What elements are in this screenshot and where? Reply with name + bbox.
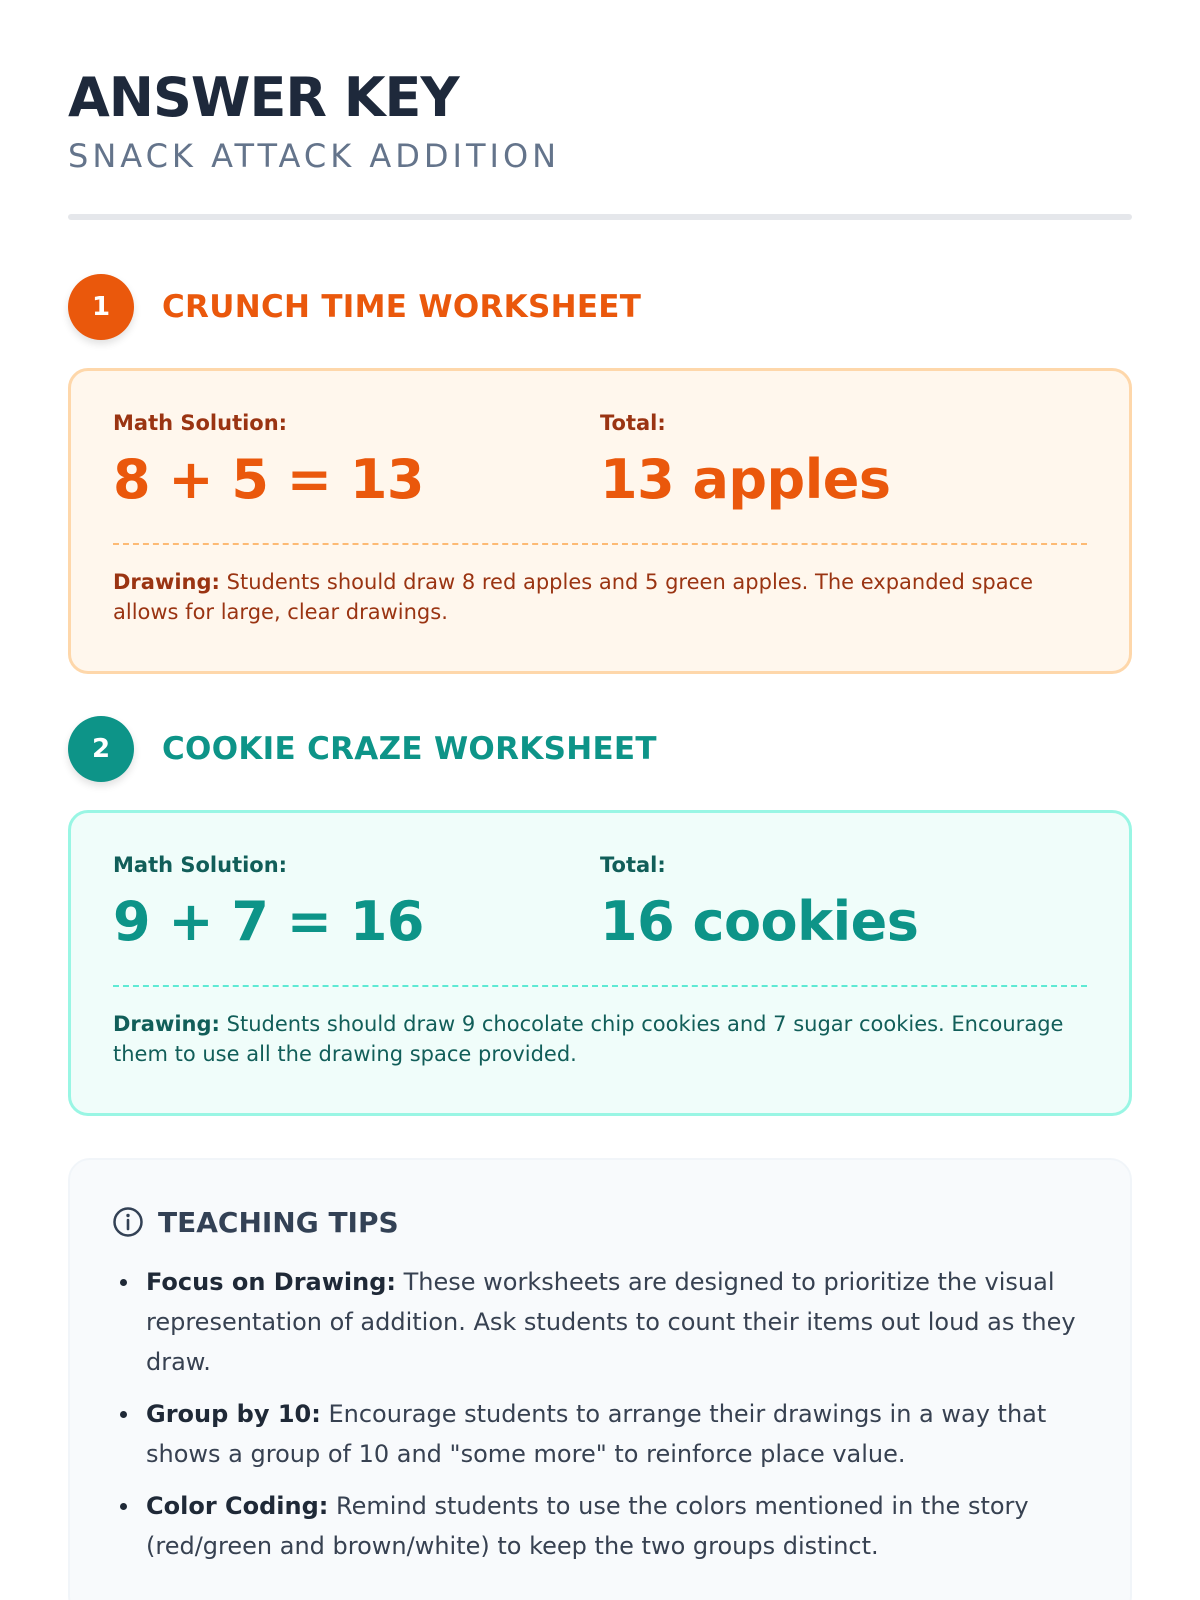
header-divider [68, 214, 1132, 220]
page-title: ANSWER KEY [68, 66, 459, 129]
total-label: Total: [600, 853, 666, 877]
list-item [112, 1262, 1088, 1382]
tip-text: Remind students to use the colors mentioned in the story (red/green and brown/white) to keep the two groups distinct. [146, 1492, 1029, 1560]
tip-text: Encourage students to arrange their drawings in a way that shows a group of 10 and "some more" to reinforce place value. [146, 1400, 1047, 1468]
total-value: 13 apples [600, 448, 891, 511]
math-solution-value: 9 + 7 = 16 [113, 890, 424, 953]
teaching-tips-title: TEACHING TIPS [158, 1205, 399, 1239]
total-value: 16 cookies [600, 890, 919, 953]
math-solution-block [113, 409, 600, 513]
tip-label: Focus on Drawing: [146, 1268, 397, 1296]
math-solution-label: Math Solution: [113, 853, 288, 877]
dashed-divider [113, 985, 1087, 987]
section-1-card [68, 368, 1132, 674]
teaching-tips-list [112, 1262, 1088, 1566]
tip-label: Group by 10: [146, 1400, 321, 1428]
info-icon [112, 1206, 144, 1238]
section-1-title: CRUNCH TIME WORKSHEET [162, 289, 642, 325]
section-2-card [68, 810, 1132, 1116]
list-item [112, 1394, 1088, 1474]
section-2-title: COOKIE CRAZE WORKSHEET [162, 731, 657, 767]
section-1-header [68, 274, 1132, 340]
drawing-label: Drawing: [113, 1012, 220, 1036]
dashed-divider [113, 543, 1087, 545]
drawing-note [113, 1009, 1087, 1069]
drawing-text: Students should draw 8 red apples and 5 green apples. The expanded space allows for large, clear drawings. [113, 570, 1034, 624]
math-solution-value: 8 + 5 = 13 [113, 448, 424, 511]
math-solution-label: Math Solution: [113, 411, 288, 435]
section-1-number-badge: 1 [68, 274, 134, 340]
tip-label: Color Coding: [146, 1492, 329, 1520]
teaching-tips-header [112, 1204, 1088, 1240]
total-block [600, 409, 1087, 513]
drawing-note [113, 567, 1087, 627]
section-2-number-badge: 2 [68, 716, 134, 782]
math-solution-block [113, 851, 600, 955]
drawing-label: Drawing: [113, 570, 220, 594]
page-subtitle: SNACK ATTACK ADDITION [68, 137, 561, 175]
total-block [600, 851, 1087, 955]
teaching-tips-panel [68, 1158, 1132, 1600]
list-item [112, 1486, 1088, 1566]
total-label: Total: [600, 411, 666, 435]
section-2-header [68, 716, 1132, 782]
drawing-text: Students should draw 9 chocolate chip cookies and 7 sugar cookies. Encourage them to use all the drawing space provided. [113, 1012, 1064, 1066]
tip-text: These worksheets are designed to prioritize the visual representation of addition. Ask students to count their items out loud as they draw. [146, 1268, 1076, 1376]
